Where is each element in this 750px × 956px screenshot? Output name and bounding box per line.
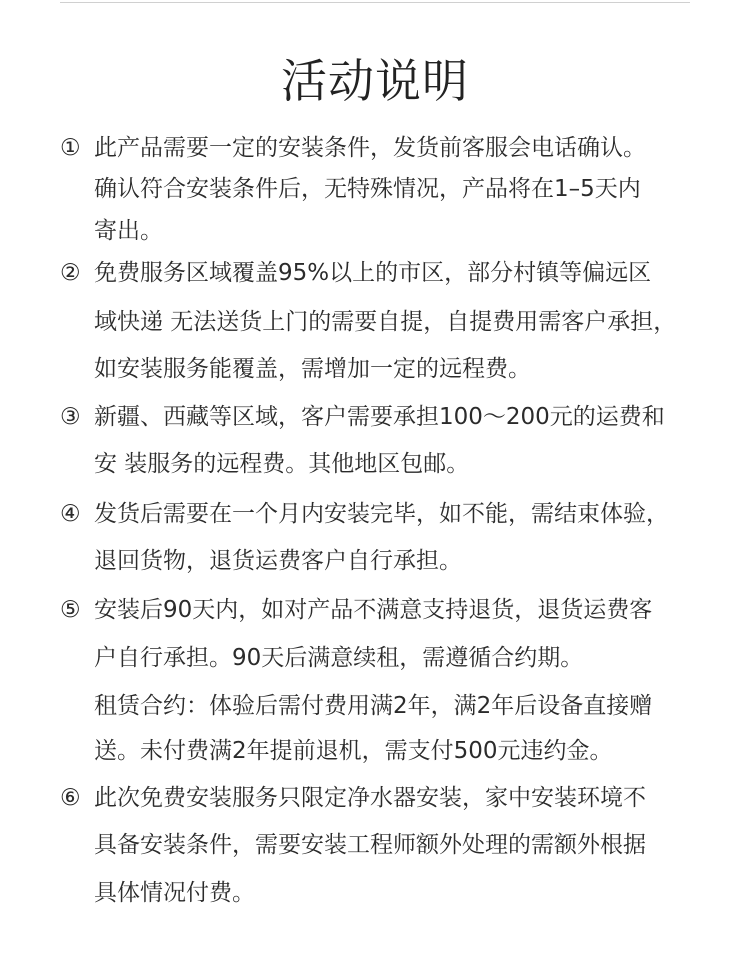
item-line: 如安装服务能覆盖，需增加一定的远程费。: [94, 356, 531, 382]
item-number: ①: [60, 135, 81, 161]
item-line: 退回货物，退货运费客户自行承担。: [94, 548, 462, 574]
item-number: ④: [60, 501, 81, 527]
item-line: 具体情况付费。: [94, 880, 255, 906]
item-line: 域快递 无法送货上门的需要自提，自提费用需客户承担，: [94, 309, 677, 335]
item-line: 确认符合安装条件后，无特殊情况，产品将在1–5天内: [94, 176, 641, 202]
item-number: ③: [60, 404, 81, 430]
item-line: 安 装服务的远程费。其他地区包邮。: [94, 451, 470, 477]
item-line: 具备安装条件，需要安装工程师额外处理的需额外根据: [94, 832, 646, 858]
item-number: ⑥: [60, 785, 81, 811]
item-line: 此产品需要一定的安装条件，发货前客服会电话确认。: [94, 135, 646, 161]
item-line: 送。未付费满2年提前退机，需支付500元违约金。: [94, 738, 613, 764]
item-number: ②: [60, 260, 81, 286]
page-title: 活动说明: [281, 54, 469, 108]
item-line: 发货后需要在一个月内安装完毕，如不能，需结束体验，: [94, 501, 669, 527]
item-line: 租赁合约：体验后需付费用满2年，满2年后设备直接赠: [94, 693, 653, 719]
item-line: 户自行承担。90天后满意续租，需遵循合约期。: [94, 645, 584, 671]
item-line: 此次免费安装服务只限定净水器安装，家中安装环境不: [94, 785, 646, 811]
item-line: 寄出。: [94, 218, 163, 244]
item-number: ⑤: [60, 597, 81, 623]
item-line: 新疆、西藏等区域，客户需要承担100～200元的运费和: [94, 404, 665, 430]
item-line: 免费服务区域覆盖95%以上的市区，部分村镇等偏远区: [94, 260, 652, 286]
top-divider: [60, 2, 690, 3]
item-line: 安装后90天内，如对产品不满意支持退货，退货运费客: [94, 597, 653, 623]
